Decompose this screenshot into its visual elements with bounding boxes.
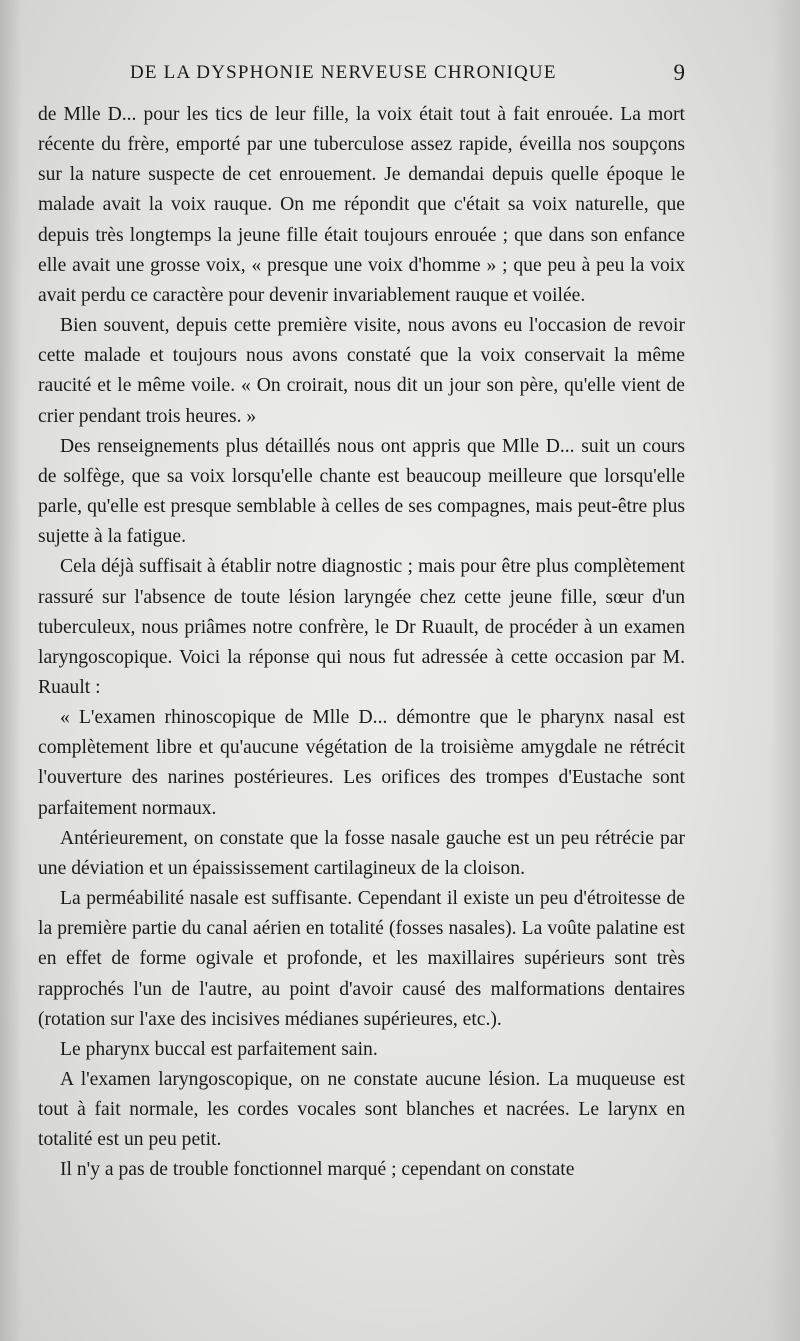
paragraph-10: Il n'y a pas de trouble fonctionnel marqué ; cependant on constate [60, 1159, 575, 1181]
page-shadow-left [0, 0, 22, 1341]
page-shadow-right [770, 0, 800, 1341]
paragraph-9: A l'examen laryngoscopique, on ne constate aucune lésion. La muqueuse est tout à fait normale, les cordes vocales sont blanches et nacrées. Le larynx en totalité est un peu petit. [38, 1069, 685, 1151]
paragraph-3: Des renseignements plus détaillés nous ont appris que Mlle D... suit un cours de solfège, que sa voix lorsqu'elle chante est beaucoup meilleure que lorsqu'elle parle, qu'elle est presque semblable à celles de ses compagnes, mais peut-être plus sujette à la fatigue. [38, 435, 685, 548]
page-number: 9 [673, 60, 685, 85]
body-text [38, 100, 685, 1186]
page-header [40, 62, 685, 90]
paragraph-2: Bien souvent, depuis cette première visite, nous avons eu l'occasion de revoir cette malade et toujours nous avons constaté que la voix conservait la même raucité et le même voile. « On croirait, nous dit un jour son père, qu'elle vient de crier pendant trois heures. » [38, 315, 685, 427]
paragraph-5: « L'examen rhinoscopique de Mlle D... démontre que le pharynx nasal est complètement libre et qu'aucune végétation de la troisième amygdale ne rétrécit l'ouverture des narines postérieures. Les orifices des trompes d'Eustache sont parfaitement normaux. [38, 707, 685, 819]
paragraph-1: de Mlle D... pour les tics de leur fille, la voix était tout à fait enrouée. La mort récente du frère, emporté par une tuberculose assez rapide, éveilla nos soupçons sur la nature suspecte de cet enrouement. Je demandai depuis quelle époque le malade avait la voix rauque. On me répondit que c'était sa voix naturelle, que depuis très longtemps la jeune fille était toujours enrouée ; que dans son enfance elle avait une grosse voix, « presque une voix d'homme » ; que peu à peu la voix avait perdu ce caractère pour devenir invariablement rauque et voilée. [38, 104, 685, 306]
paragraph-6: Antérieurement, on constate que la fosse nasale gauche est un peu rétrécie par une déviation et un épaississement cartilagineux de la cloison. [38, 827, 685, 879]
paragraph-4: Cela déjà suffisait à établir notre diagnostic ; mais pour être plus complètement rassuré sur l'absence de toute lésion laryngée chez cette jeune fille, sœur d'un tuberculeux, nous priâmes notre confrère, le Dr Ruault, de procéder à un examen laryngoscopique. Voici la réponse qui nous fut adressée à cette occasion par M. Ruault : [38, 556, 685, 698]
running-head: DE LA DYSPHONIE NERVEUSE CHRONIQUE [130, 62, 557, 83]
paragraph-8: Le pharynx buccal est parfaitement sain. [60, 1038, 378, 1060]
paragraph-7: La perméabilité nasale est suffisante. Cependant il existe un peu d'étroitesse de la première partie du canal aérien en totalité (fosses nasales). La voûte palatine est en effet de forme ogivale et profonde, et les maxillaires supérieurs sont très rapprochés l'un de l'autre, au point d'avoir causé des malformations dentaires (rotation sur l'axe des incisives médianes supérieures, etc.). [38, 888, 685, 1030]
